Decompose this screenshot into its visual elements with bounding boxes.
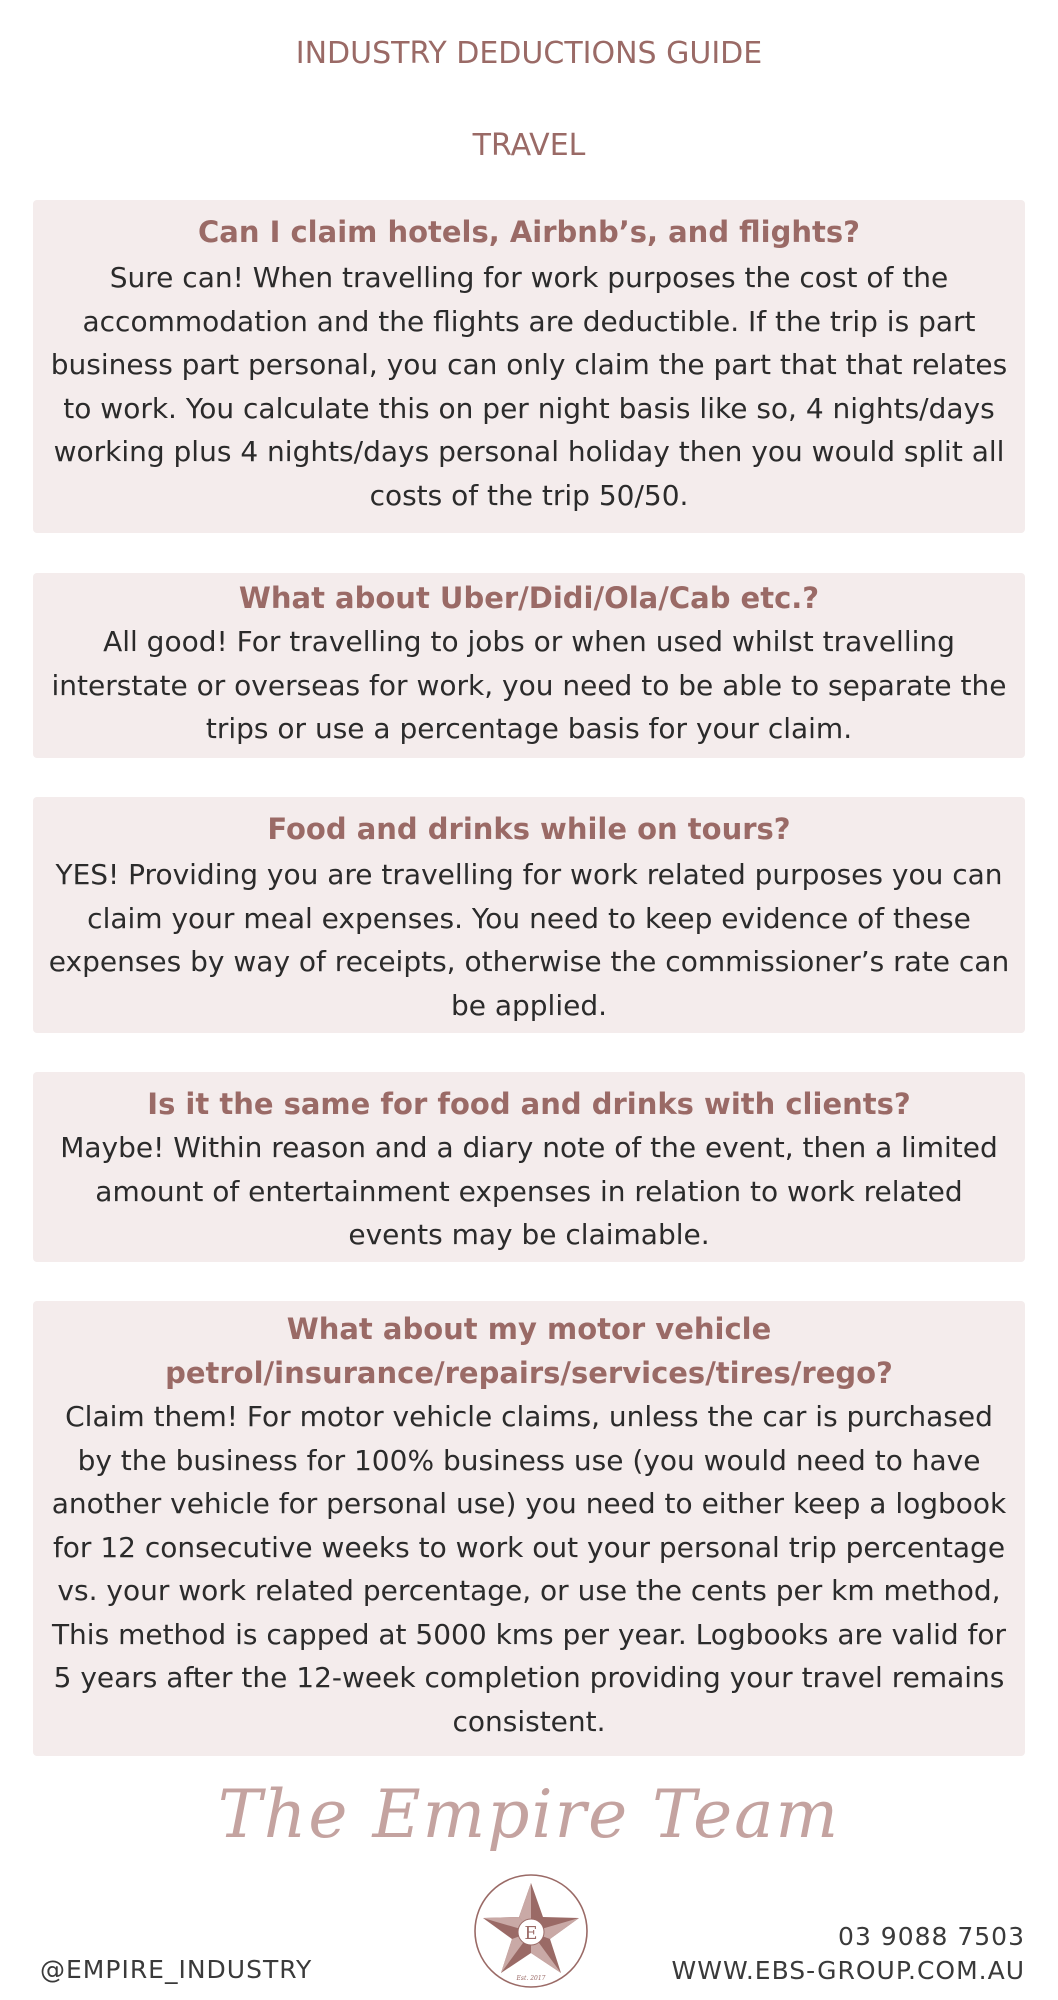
logo-letter: E [524,1923,538,1944]
phone-number[interactable]: 03 9088 7503 [838,1922,1025,1951]
contact-block [672,1920,1025,1988]
page-title [0,8,1058,192]
faq-card-client-meals [33,1072,1025,1262]
faq-heading: Is it the same for food and drinks with clients? [147,1087,911,1121]
faq-card-food-tours [33,797,1025,1033]
title-line-1: INDUSTRY DEDUCTIONS GUIDE [295,36,763,71]
faq-heading: What about Uber/Didi/Ola/Cab etc.? [238,581,820,615]
faq-body: Claim them! For motor vehicle claims, unless the car is purchased by the business for 100% business use (you would need to have another vehicle for personal use) you need to either keep a logbook for 12 consecutive weeks to work out your personal trip percentage vs. your work related percentage, or use the cents per km method, This method is capped at 5000 kms per year. Logbooks are valid for 5 years after the 12-week completion providing your travel remains consistent. [51,1400,1007,1738]
faq-card-rideshare [33,573,1025,758]
faq-body: YES! Providing you are travelling for work related purposes you can claim your meal expenses. You need to keep evidence of these expenses by way of receipts, otherwise the commissioner’s rate can be applied. [48,858,1010,1022]
website-link[interactable]: WWW.EBS-GROUP.COM.AU [671,1956,1025,1985]
faq-heading: Food and drinks while on tours? [267,812,791,846]
faq-body: Maybe! Within reason and a diary note of the event, then a limited amount of entertainment expenses in relation to work related events may be claimable. [60,1131,998,1251]
faq-heading: What about my motor vehicle petrol/insurance/repairs/services/tires/rego? [165,1312,893,1390]
faq-heading: Can I claim hotels, Airbnb’s, and flights? [198,215,860,249]
faq-card-hotels-flights [33,200,1025,533]
faq-body: Sure can! When travelling for work purposes the cost of the accommodation and the flights are deductible. If the trip is part business part personal, you can only claim the part that that relates to work. You calculate this on per night basis like so, 4 nights/days working plus 4 nights/days personal holiday then you would split all costs of the trip 50/50. [50,261,1008,512]
faq-body: All good! For travelling to jobs or when used whilst travelling interstate or overseas for work, you need to be able to separate the trips or use a percentage basis for your claim. [51,625,1007,745]
social-handle[interactable]: @EMPIRE_INDUSTRY [40,1955,313,1984]
faq-card-motor-vehicle [33,1301,1025,1756]
empire-star-logo [472,1872,590,1990]
signature: The Empire Team [217,1776,841,1853]
logo-est: Est. 2017 [516,1975,546,1982]
title-line-2: TRAVEL [472,128,586,163]
